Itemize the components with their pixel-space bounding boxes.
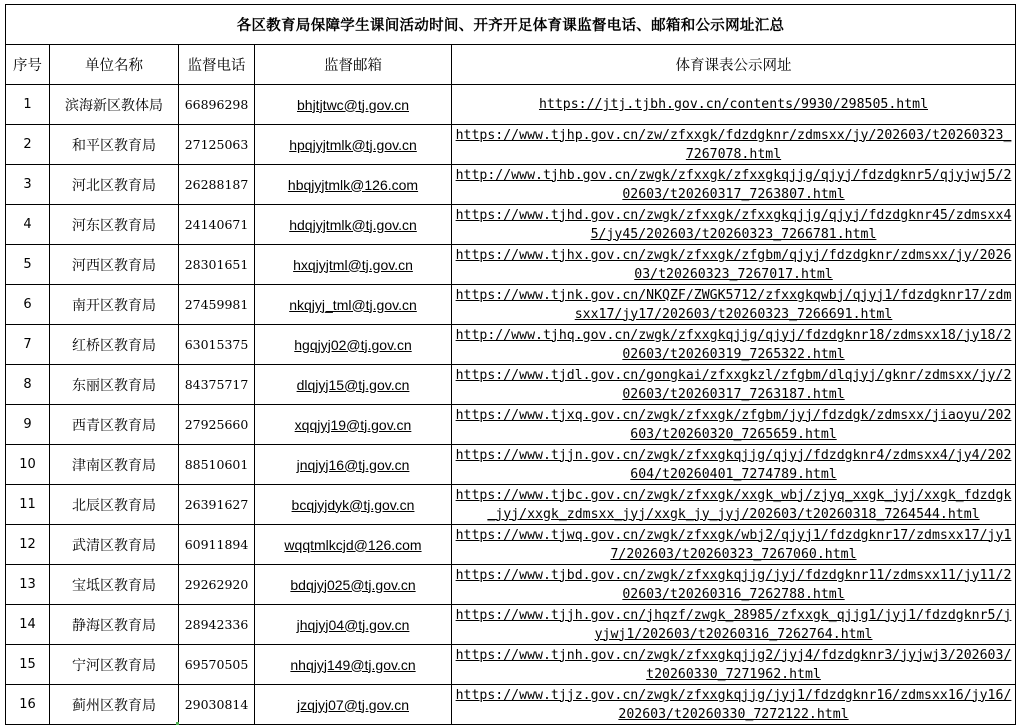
unit-name: 宁河区教育局 <box>50 645 179 685</box>
url-link[interactable]: https://jtj.tjbh.gov.cn/contents/9930/298505.html <box>538 97 929 112</box>
unit-name: 西青区教育局 <box>50 405 179 445</box>
pe-schedule-url-cell <box>452 165 1016 205</box>
unit-name: 静海区教育局 <box>50 605 179 645</box>
supervision-email-cell <box>255 85 452 125</box>
supervision-phone: 84375717 <box>179 365 255 405</box>
email-link[interactable]: hxqjyjtml@tj.gov.cn <box>293 256 413 273</box>
table-row <box>6 125 1016 165</box>
supervision-email-cell <box>255 245 452 285</box>
row-number: 11 <box>6 485 50 525</box>
email-link[interactable]: nhqjyj149@tj.gov.cn <box>290 656 416 673</box>
row-number: 5 <box>6 245 50 285</box>
supervision-email-cell <box>255 445 452 485</box>
row-number: 9 <box>6 405 50 445</box>
email-link[interactable]: xqqjyj19@tj.gov.cn <box>294 416 412 433</box>
pe-schedule-url-cell <box>452 485 1016 525</box>
pe-schedule-url-cell <box>452 405 1016 445</box>
unit-name: 津南区教育局 <box>50 445 179 485</box>
table-row <box>6 165 1016 205</box>
pe-schedule-url-cell <box>452 85 1016 125</box>
email-link[interactable]: dlqjyj15@tj.gov.cn <box>296 376 410 393</box>
pe-schedule-url-cell <box>452 645 1016 685</box>
unit-name: 武清区教育局 <box>50 525 179 565</box>
unit-name: 红桥区教育局 <box>50 325 179 365</box>
url-link[interactable]: https://www.tjbd.gov.cn/zwgk/zfxxgkqjjg/jyj/fdzdgknr11/zdmsxx11/jy11/202603/t20260316_7262788.html <box>455 567 1012 602</box>
email-link[interactable]: bdqjyj025@tj.gov.cn <box>290 576 416 593</box>
supervision-phone: 26391627 <box>179 485 255 525</box>
pe-schedule-url-cell <box>452 205 1016 245</box>
unit-name: 滨海新区教体局 <box>50 85 179 125</box>
table-row <box>6 405 1016 445</box>
pe-schedule-url-cell <box>452 685 1016 725</box>
table-row <box>6 605 1016 645</box>
header-email: 监督邮箱 <box>255 45 452 85</box>
supervision-phone: 27925660 <box>179 405 255 445</box>
row-number: 12 <box>6 525 50 565</box>
table-row <box>6 565 1016 605</box>
email-link[interactable]: jhqjyj04@tj.gov.cn <box>296 616 410 633</box>
supervision-phone: 28301651 <box>179 245 255 285</box>
url-link[interactable]: https://www.tjhx.gov.cn/zwgk/zfxxgk/zfgbm/qjyj/fdzdgknr/zdmsxx/jy/202603/t20260323_7267017.html <box>455 247 1012 282</box>
supervision-phone: 88510601 <box>179 445 255 485</box>
supervision-email-cell <box>255 405 452 445</box>
email-link[interactable]: hgqjyj02@tj.gov.cn <box>294 336 412 353</box>
supervision-phone: 69570505 <box>179 645 255 685</box>
table-row <box>6 645 1016 685</box>
supervision-email-cell <box>255 325 452 365</box>
unit-name: 河西区教育局 <box>50 245 179 285</box>
email-link[interactable]: bcqjyjdyk@tj.gov.cn <box>291 496 415 513</box>
row-number: 8 <box>6 365 50 405</box>
pe-schedule-url-cell <box>452 365 1016 405</box>
row-number: 1 <box>6 85 50 125</box>
table-row <box>6 525 1016 565</box>
url-link[interactable]: https://www.tjdl.gov.cn/gongkai/zfxxgkzl/zfgbm/dlqjyj/gknr/zdmsxx/jy/202603/t20260317_7263187.html <box>455 367 1012 402</box>
supervision-phone: 29030814 <box>179 685 255 725</box>
row-number: 4 <box>6 205 50 245</box>
supervision-email-cell <box>255 125 452 165</box>
url-link[interactable]: https://www.tjwq.gov.cn/zwgk/zfxxgk/wbj2/qjyj1/fdzdgknr17/zdmsxx17/jy17/202603/t20260323_7267060.html <box>455 527 1012 562</box>
row-number: 16 <box>6 685 50 725</box>
supervision-email-cell <box>255 165 452 205</box>
supervision-phone: 27125063 <box>179 125 255 165</box>
url-link[interactable]: https://www.tjhp.gov.cn/zw/zfxxgk/fdzdgknr/zdmsxx/jy/202603/t20260323_7267078.html <box>455 127 1012 162</box>
header-url: 体育课表公示网址 <box>452 45 1016 85</box>
email-link[interactable]: jnqjyj16@tj.gov.cn <box>296 456 410 473</box>
supervision-phone: 24140671 <box>179 205 255 245</box>
header-row <box>6 45 1016 85</box>
supervision-email-cell <box>255 285 452 325</box>
supervision-email-cell <box>255 525 452 565</box>
pe-schedule-url-cell <box>452 565 1016 605</box>
pe-schedule-url-cell <box>452 445 1016 485</box>
email-link[interactable]: wqqtmlkcjd@126.com <box>284 536 422 553</box>
row-number: 7 <box>6 325 50 365</box>
url-link[interactable]: https://www.tjhd.gov.cn/zwgk/zfxxgk/zfxxgkqjjg/qjyj/fdzdgknr45/zdmsxx45/jy45/202603/t20260323_7266781.html <box>455 207 1012 242</box>
unit-name: 北辰区教育局 <box>50 485 179 525</box>
supervision-email-cell <box>255 365 452 405</box>
email-link[interactable]: hbqjyjtmlk@126.com <box>287 176 419 193</box>
supervision-phone: 66896298 <box>179 85 255 125</box>
url-link[interactable]: http://www.tjhq.gov.cn/zwgk/zfxxgkqjjg/qjyj/fdzdgknr18/zdmsxx18/jy18/202603/t20260319_7265322.html <box>455 327 1012 362</box>
supervision-email-cell <box>255 205 452 245</box>
pe-schedule-url-cell <box>452 525 1016 565</box>
pe-schedule-url-cell <box>452 245 1016 285</box>
email-link[interactable]: hpqjyjtmlk@tj.gov.cn <box>289 136 417 153</box>
supervision-email-cell <box>255 485 452 525</box>
header-unit: 单位名称 <box>50 45 179 85</box>
pe-schedule-url-cell <box>452 125 1016 165</box>
url-link[interactable]: http://www.tjhb.gov.cn/zwgk/zfxxgk/zfxxgkqjjg/qjyj/fdzdgknr5/qjyjwj5/202603/t20260317_7263807.html <box>455 167 1012 202</box>
table-row <box>6 205 1016 245</box>
unit-name: 河东区教育局 <box>50 205 179 245</box>
supervision-email-cell <box>255 605 452 645</box>
url-link[interactable]: https://www.tjnk.gov.cn/NKQZF/ZWGK5712/zfxxgkqwbj/qjyj1/fdzdgknr17/zdmsxx17/jy17/202603/t20260323_7266691.html <box>455 287 1012 322</box>
email-link[interactable]: jzqjyj07@tj.gov.cn <box>297 696 409 713</box>
row-number: 3 <box>6 165 50 205</box>
unit-name: 宝坻区教育局 <box>50 565 179 605</box>
cell-marker <box>176 722 179 725</box>
unit-name: 南开区教育局 <box>50 285 179 325</box>
table-row <box>6 325 1016 365</box>
supervision-phone: 26288187 <box>179 165 255 205</box>
table-row <box>6 685 1016 725</box>
url-link[interactable]: https://www.tjxq.gov.cn/zwgk/zfxxgk/zfgbm/jyj/fdzdgk/zdmsxx/jiaoyu/202603/t20260320_7265659.html <box>455 407 1012 442</box>
supervision-phone: 27459981 <box>179 285 255 325</box>
url-link[interactable]: https://www.tjjn.gov.cn/zwgk/zfxxgkqjjg/qjyj/fdzdgknr4/zdmsxx4/jy4/202604/t20260401_7274789.html <box>455 447 1012 482</box>
unit-name: 蓟州区教育局 <box>50 685 179 725</box>
unit-name: 河北区教育局 <box>50 165 179 205</box>
table-row <box>6 445 1016 485</box>
supervision-phone: 28942336 <box>179 605 255 645</box>
supervision-email-cell <box>255 565 452 605</box>
row-number: 13 <box>6 565 50 605</box>
email-link[interactable]: hdqjyjtmlk@tj.gov.cn <box>289 216 417 233</box>
url-link[interactable]: https://www.tjjh.gov.cn/jhqzf/zwgk_28985/zfxxgk_qjjg1/jyj1/fdzdgknr5/jyjwj1/202603/t20260316_7262764.html <box>455 607 1012 642</box>
pe-schedule-url-cell <box>452 285 1016 325</box>
pe-schedule-url-cell <box>452 605 1016 645</box>
table-row <box>6 245 1016 285</box>
email-link[interactable]: bhjtjtwc@tj.gov.cn <box>297 96 409 113</box>
header-no: 序号 <box>6 45 50 85</box>
supervision-email-cell <box>255 645 452 685</box>
url-link[interactable]: https://www.tjjz.gov.cn/zwgk/zfxxgkqjjg/jyj1/fdzdgknr16/zdmsxx16/jy16/202603/t20260330_7272122.html <box>455 687 1012 722</box>
supervision-phone: 60911894 <box>179 525 255 565</box>
supervision-phone: 29262920 <box>179 565 255 605</box>
table-row <box>6 285 1016 325</box>
table-row <box>6 485 1016 525</box>
table-row <box>6 85 1016 125</box>
row-number: 2 <box>6 125 50 165</box>
row-number: 14 <box>6 605 50 645</box>
unit-name: 东丽区教育局 <box>50 365 179 405</box>
row-number: 10 <box>6 445 50 485</box>
supervision-email-cell <box>255 685 452 725</box>
url-link[interactable]: https://www.tjbc.gov.cn/zwgk/zfxxgk/xxgk_wbj/zjyq_xxgk_jyj/xxgk_fdzdgk_jyj/xxgk_zdmsxx_jyj/xxgk_jy_jyj/202603/t20260318_7264544.html <box>455 487 1012 522</box>
email-link[interactable]: nkqjyj_tml@tj.gov.cn <box>289 296 417 313</box>
url-link[interactable]: https://www.tjnh.gov.cn/zwgk/zfxxgkqjjg2/jyj4/fdzdgknr3/jyjwj3/202603/t20260330_7271962.html <box>455 647 1012 682</box>
supervision-phone: 63015375 <box>179 325 255 365</box>
pe-schedule-url-cell <box>452 325 1016 365</box>
table-title: 各区教育局保障学生课间活动时间、开齐开足体育课监督电话、邮箱和公示网址汇总 <box>6 5 1016 45</box>
row-number: 6 <box>6 285 50 325</box>
table-row <box>6 365 1016 405</box>
supervision-table <box>5 4 1016 725</box>
unit-name: 和平区教育局 <box>50 125 179 165</box>
row-number: 15 <box>6 645 50 685</box>
header-phone: 监督电话 <box>179 45 255 85</box>
